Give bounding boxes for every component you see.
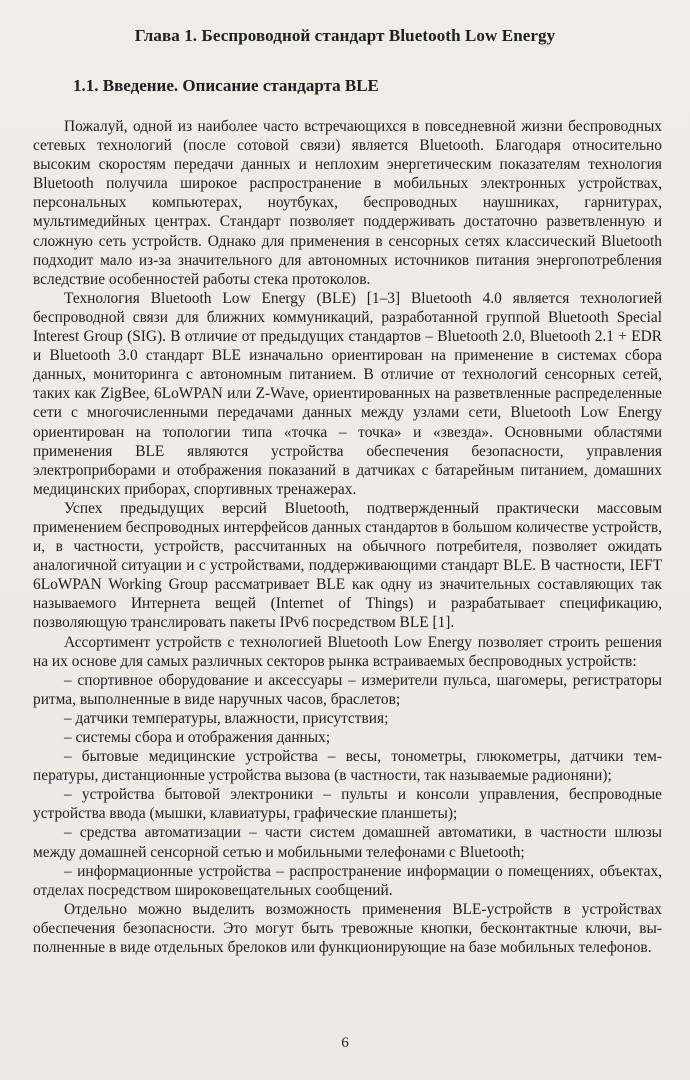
list-item-medical: – бытовые медицинские устройства – весы, тонометры, глюкометры, датчики температуры, дистанционные устройства вызова (в частности, так называемые радионяни); [33, 748, 662, 785]
paragraph-security: Отдельно можно выделить возможность применения BLE-устройств в устройствах обеспечения безопасности. Это могут быть тревожные кнопки, бесконтактные ключи, выполненные в виде отдельных брелоков или функционирующие на базе мобильных телефонов. [33, 900, 662, 957]
list-item-automation: – средства автоматизации – части систем домашней автоматики, в частности шлюзы между домашней сенсорной сетью и мобильными телефонами с Bluetooth; [33, 824, 662, 861]
list-item-information: – информационные устройства – распространение информации о помещениях, объектах, отделах посредством широковещательных сообщений. [33, 862, 662, 899]
paragraph-intro: Пожалуй, одной из наиболее часто встречающихся в повседневной жизни беспроводных сетевых технологий (после сотовой связи) является Bluetooth. Благодаря относительно высоким скоростям передачи данных и неплохим энергетическим показателям технология Bluetooth получила широкое распространение в мобильных электронных устройствах, персональных компьютерах, ноутбуках, беспроводных наушниках, гарнитурах, мультимедийных центрах. Стандарт позволяет поддерживать достаточно разветвленную и сложную сеть устройств. Однако для применения в сенсорных сетях классический Bluetooth подходит мало из-за значительного для автономных источников питания энергопотребления вследствие особенностей работы стека протоколов. [33, 118, 662, 288]
list-item-sensors: – датчики температуры, влажности, присутствия; [64, 709, 389, 727]
list-item-electronics: – устройства бытовой электроники – пульты и консоли управления, беспроводные устройства ввода (мышки, клавиатуры, графические планшеты); [33, 786, 662, 823]
paragraph-assortment: Ассортимент устройств с технологией Bluetooth Low Energy позволяет строить решения на их основе для самых различных секторов рынка встраиваемых беспроводных устройств: [33, 633, 662, 670]
paragraph-ble-technology: Технология Bluetooth Low Energy (BLE) [1–3] Bluetooth 4.0 является технологией беспроводной связи для ближних коммуникаций, разработанной группой Bluetooth Special Interest Group (SIG). В отличие от предыдущих стандартов – Bluetooth 2.0, Bluetooth 2.1 + EDR и Bluetooth 3.0 стандарт BLE изначально ориентирован на применение в системах сбора данных, мониторинга с автономным питанием. В отличие от технологий сенсорных сетей, таких как ZigBee, 6LoWPAN или Z-Wave, ориентированных на разветвленные распределенные сети с многочисленными передачами данных между узлами сети, Bluetooth Low Energy ориентирован на топологии типа «точка – точка» и «звезда». Основными областями применения BLE являются устройства обеспечения безопасности, управления электроприборами и отображения показаний в датчиках с батарейным питанием, домашних медицинских приборах, спортивных тренажерах. [33, 289, 662, 498]
chapter-title: Глава 1. Беспроводной стандарт Bluetooth Low Energy [134, 26, 556, 45]
page-number: 6 [341, 1035, 349, 1051]
paragraph-success: Успех предыдущих версий Bluetooth, подтвержденный практически массовым применением беспроводных интерфейсов данных стандартов в большом количестве устройств, и, в частности, устройств, рассчитанных на обычного потребителя, позволяет ожидать аналогичной ситуации и с устройствами, поддерживающими стандарт BLE. В частности, IEFT 6LoWPAN Working Group рассматривает BLE как одну из значительных составляющих так называемого Интернета вещей (Internet of Things) и разрабатывает спецификацию, позволяющую транслировать пакеты IPv6 посредством BLE [1]. [33, 499, 662, 632]
section-title: 1.1. Введение. Описание стандарта BLE [73, 76, 379, 95]
list-item-sports: – спортивное оборудование и аксессуары – измерители пульса, шагомеры, регистраторы ритма, выполненные в виде наручных часов, браслетов; [33, 671, 662, 708]
list-item-data-systems: – системы сбора и отображения данных; [64, 729, 331, 746]
body-text [33, 117, 662, 957]
